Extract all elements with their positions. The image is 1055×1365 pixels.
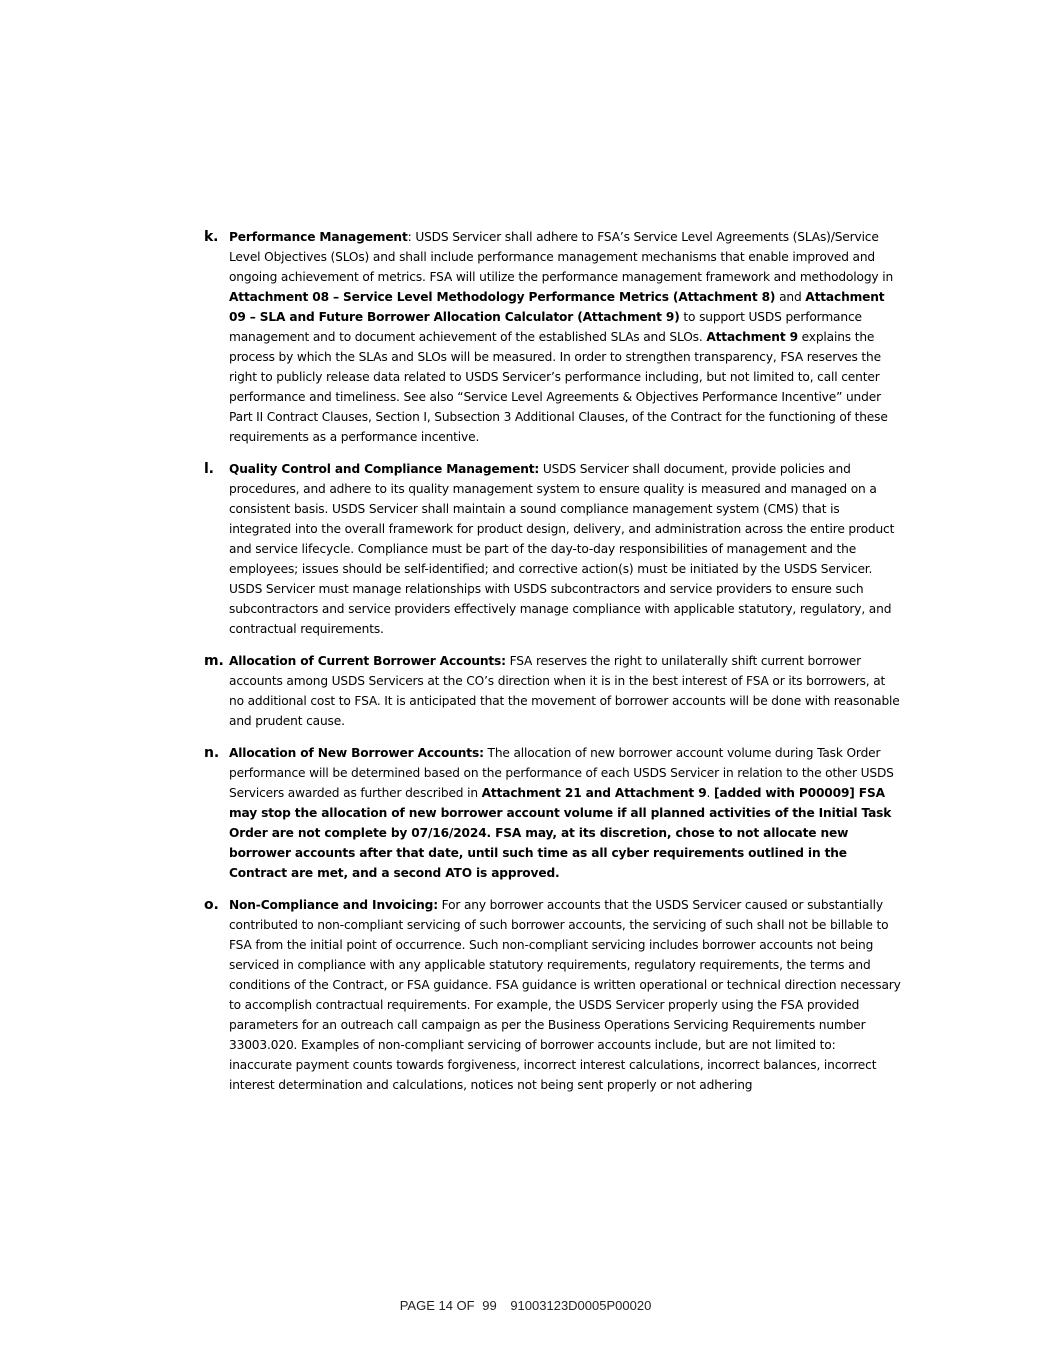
bold-text: Allocation of Current Borrower Accounts: xyxy=(229,654,506,668)
list-marker: o. xyxy=(204,897,219,913)
list-marker: k. xyxy=(204,229,219,245)
list-item xyxy=(204,895,902,1095)
body-text: FSA reserves the right to unilaterally shift current borrower accounts among USDS Servicers at the CO’s direction when it is in the best interest of FSA or its borrowers, at no additional cost to FSA. It is anticipated that the movement of borrower accounts will be done with reasonable and prudent cause. xyxy=(229,654,900,728)
bold-text: Allocation of New Borrower Accounts: xyxy=(229,746,484,760)
bold-text: Attachment 08 – Service Level Methodology Performance Metrics (Attachment 8) xyxy=(229,290,776,304)
body-text: to support USDS performance management and to document achievement of the established SLAs and SLOs. xyxy=(229,310,862,344)
bold-text: Attachment 21 and Attachment 9 xyxy=(481,786,707,800)
item-paragraph xyxy=(229,227,902,447)
page-footer xyxy=(0,1298,1055,1313)
item-paragraph xyxy=(229,459,902,639)
bold-text: [added with P00009] FSA may stop the allocation of new borrower account volume if all planned activities of the Initial Task Order are not complete by 07/16/2024. FSA may, at its discretion, chose to not allocate new borrower accounts after that date, until such time as all cyber requirements outlined in the Contract are met, and a second ATO is approved. xyxy=(229,786,892,880)
list-item xyxy=(204,743,902,883)
bold-text: Quality Control and Compliance Management: xyxy=(229,462,540,476)
document-body xyxy=(204,227,902,1107)
list-marker: n. xyxy=(204,745,219,761)
body-text: explains the process by which the SLAs and SLOs will be measured. In order to strengthen transparency, FSA reserves the right to publicly release data related to USDS Servicer’s performance including, but not limited to, call center performance and timeliness. See also “Service Level Agreements & Objectives Performance Incentive” under Part II Contract Clauses, Section I, Subsection 3 Additional Clauses, of the Contract for the functioning of these requirements as a performance incentive. xyxy=(229,330,888,444)
bold-text: Non-Compliance and Invoicing: xyxy=(229,898,438,912)
bold-text: Attachment 9 xyxy=(706,330,798,344)
body-text: : USDS Servicer shall adhere to FSA’s Service Level Agreements (SLAs)/Service Level Objectives (SLOs) and shall include performance management mechanisms that enable improved and ongoing achievement of metrics. FSA will utilize the performance management framework and methodology in xyxy=(229,230,894,284)
item-paragraph xyxy=(229,651,902,731)
body-text: The allocation of new borrower account volume during Task Order performance will be determined based on the performance of each USDS Servicer in relation to the other USDS Servicers awarded as further described in xyxy=(229,746,894,800)
document-number: 91003123D0005P00020 xyxy=(510,1298,652,1313)
body-text: and xyxy=(775,290,806,304)
body-text: USDS Servicer shall document, provide policies and procedures, and adhere to its quality management system to ensure quality is measured and managed on a consistent basis. USDS Servicer shall maintain a sound compliance management system (CMS) that is integrated into the overall framework for product design, delivery, and administration across the entire product and service lifecycle. Compliance must be part of the day-to-day responsibilities of management and the employees; issues should be self-identified; and corrective action(s) must be initiated by the USDS Servicer. USDS Servicer must manage relationships with USDS subcontractors and service providers to ensure such subcontractors and service providers effectively manage compliance with applicable statutory, regulatory, and contractual requirements. xyxy=(229,462,895,636)
bold-text: Performance Management xyxy=(229,230,408,244)
body-text: For any borrower accounts that the USDS Servicer caused or substantially contributed to non-compliant servicing of such borrower accounts, the servicing of such shall not be billable to FSA from the initial point of occurrence. Such non-compliant servicing includes borrower accounts not being serviced in compliance with any applicable statutory requirements, regulatory requirements, the terms and conditions of the Contract, or FSA guidance. FSA guidance is written operational or technical direction necessary to accomplish contractual requirements. For example, the USDS Servicer properly using the FSA provided parameters for an outreach call campaign as per the Business Operations Servicing Requirements number 33003.020. Examples of non-compliant servicing of borrower accounts include, but are not limited to: inaccurate payment counts towards forgiveness, incorrect interest calculations, incorrect balances, incorrect interest determination and calculations, notices not being sent properly or not adhering xyxy=(229,898,901,1092)
total-pages: 99 xyxy=(482,1298,497,1313)
bold-text: Attachment 09 – SLA and Future Borrower Allocation Calculator (Attachment 9) xyxy=(229,290,885,324)
list-item xyxy=(204,651,902,731)
item-paragraph xyxy=(229,895,902,1095)
list-marker: m. xyxy=(204,653,224,669)
list-item xyxy=(204,227,902,447)
page-label: PAGE 14 OF xyxy=(399,1298,475,1313)
list-item xyxy=(204,459,902,639)
list-marker: l. xyxy=(204,461,214,477)
body-text: . xyxy=(706,786,714,800)
item-paragraph xyxy=(229,743,902,883)
